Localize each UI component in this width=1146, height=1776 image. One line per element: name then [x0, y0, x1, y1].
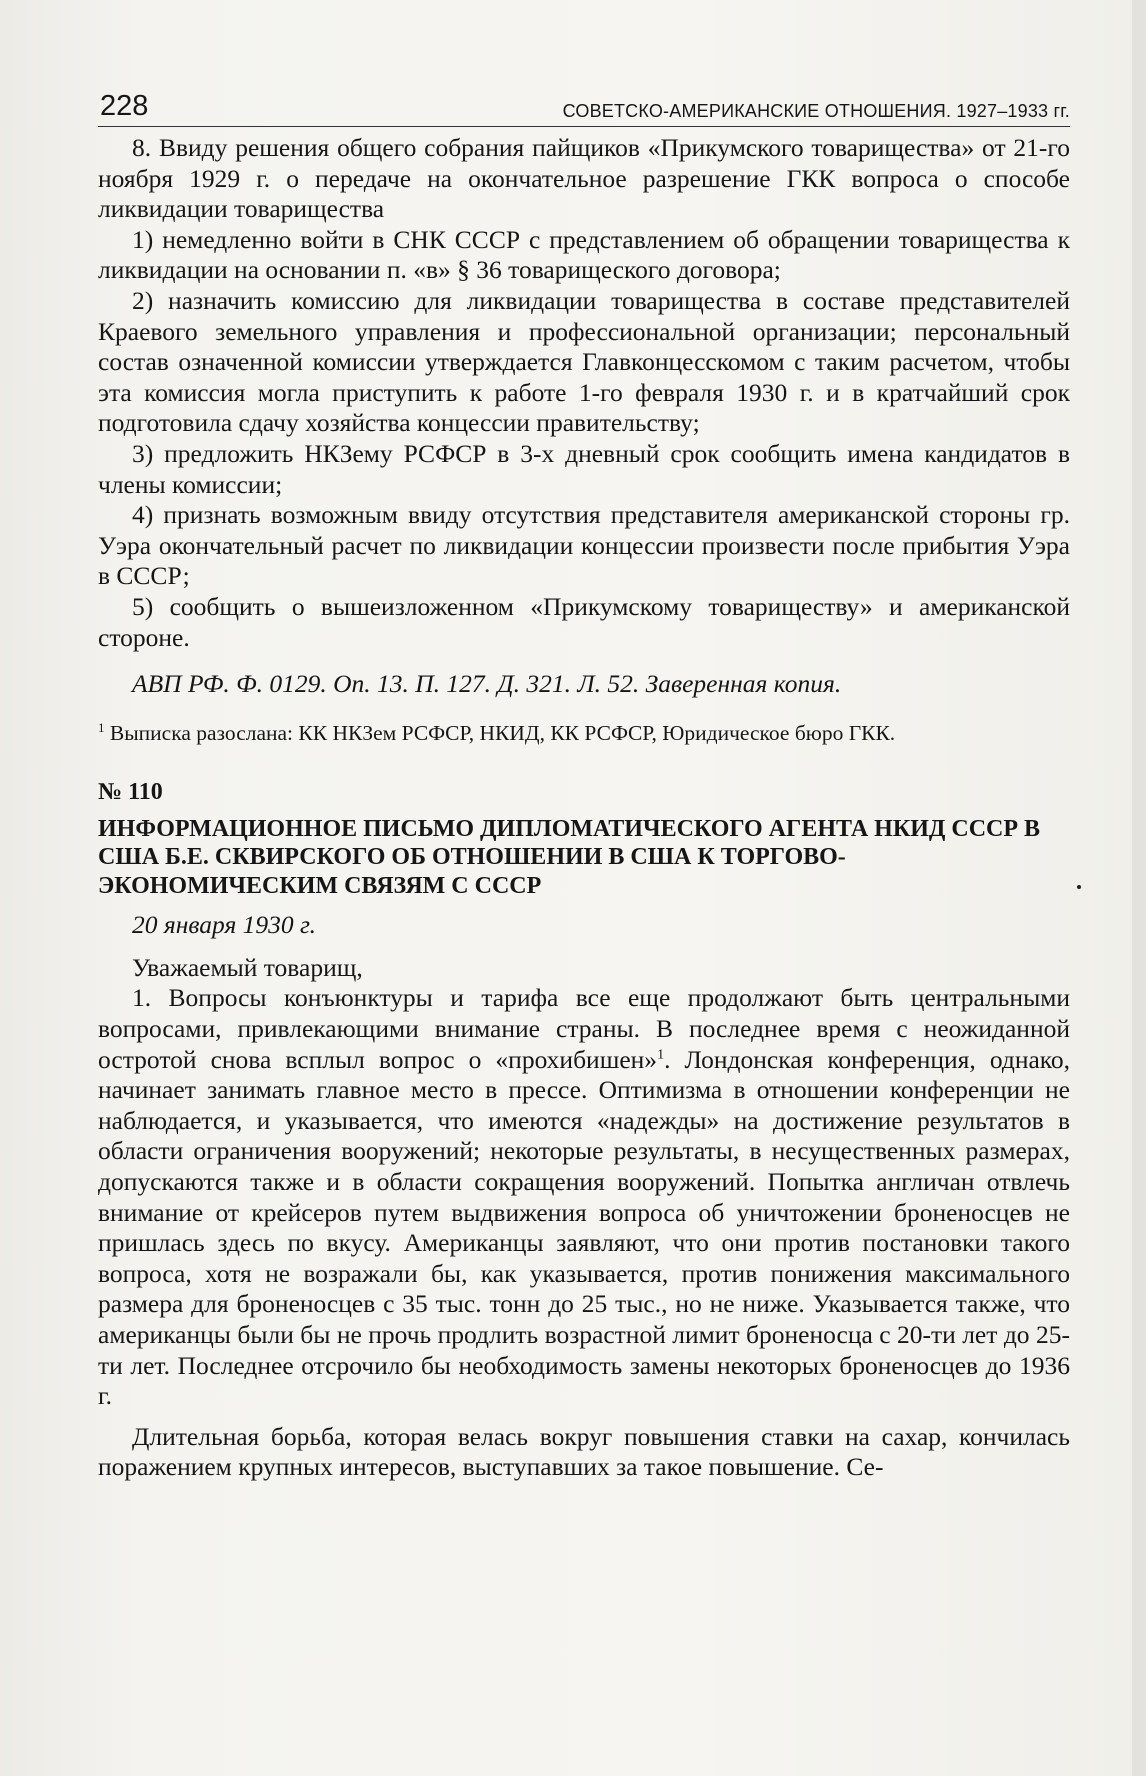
decision-item-3: 3) предложить НКЗему РСФСР в 3-х дневный срок сообщить имена кандидатов в члены комиссии; [98, 438, 1070, 499]
archive-source: АВП РФ. Ф. 0129. Оп. 13. П. 127. Д. 321. Л. 52. Заверенная копия. [132, 669, 842, 699]
page-number: 228 [100, 90, 149, 122]
document-number: № 110 [98, 778, 163, 805]
footnote-ref: 1 [657, 1047, 665, 1063]
running-title: СОВЕТСКО-АМЕРИКАНСКИЕ ОТНОШЕНИЯ. 1927–1933 гг. [562, 101, 1070, 121]
footnote [98, 720, 1070, 747]
letter-paragraph-1-rest: . Лондонская конференция, однако, начинает занимать главное место в прессе. Оптимизма в отношении конференции не наблюдается, и указывается, что имеются «надежды» на достижение результатов в области ограничения вооружений; некоторые результаты, в несущественных размерах, допускаются также и в области сокращения вооружений. Попытка англичан отвлечь внимание от крейсеров путем выдвижения вопроса об уничтожении броненосцев не пришлась здесь по вкусу. Американцы заявляют, что они против постановки такого вопроса, хотя не возражали бы, как указывается, против понижения максимального размера для броненосцев с 35 тыс. тонн до 25 тыс., но не ниже. Указывается также, что американцы были бы не прочь продлить возрастной лимит броненосца с 20-ти лет до 25-ти лет. Последнее отсрочило бы необходимость замены некоторых броненосцев до 1936 г. [98, 1044, 1071, 1411]
page-header [98, 88, 1070, 127]
decision-item-5: 5) сообщить о вышеизложенном «Прикумскому товариществу» и американской стороне. [98, 591, 1070, 652]
salutation: Уважаемый товарищ, [132, 952, 363, 982]
footnote-mark: 1 [98, 719, 105, 735]
letter-paragraph-1 [98, 983, 1070, 1411]
footnote-text: Выписка разослана: КК НКЗем РСФСР, НКИД, КК РСФСР, Юридическое бюро ГКК. [109, 720, 896, 745]
decision-item-4: 4) признать возможным ввиду отсутствия представителя американской стороны гр. Уэра окончательный расчет по ликвидации концессии произвести после прибытия Уэра в СССР; [98, 500, 1070, 591]
decision-item-2: 2) назначить комиссию для ликвидации товарищества в составе представителей Краевого земельного управления и профессиональной организации; персональный состав означенной комиссии утверждается Главконцесскомом с таким расчетом, чтобы эта комиссия могла приступить к работе 1-го февраля 1930 г. и в кратчайший срок подготовила сдачу хозяйства концессии правительству; [98, 285, 1070, 438]
decision-paragraph-8: 8. Ввиду решения общего собрания пайщиков «Прикумского товарищества» от 21-го ноября 1929 г. о передаче на окончательное разрешение ГКК вопроса о способе ликвидации товарищества [98, 133, 1070, 224]
letter-paragraph-2: Длительная борьба, которая велась вокруг повышения ставки на сахар, кончилась поражением крупных интересов, выступавших за такое повышение. Се- [98, 1421, 1070, 1482]
document-date: 20 января 1930 г. [132, 910, 317, 940]
scan-speck [1077, 885, 1081, 889]
letter-paragraph-1-start: 1. Вопросы конъюнктуры и тарифа все еще продолжают быть центральными вопросами, привлекающими внимание страны. В последнее время с неожиданной остротой снова всплыл вопрос о «прохибишен» [98, 983, 1070, 1074]
page-edge [1132, 0, 1146, 1776]
page-content [98, 88, 1070, 1483]
document-title: ИНФОРМАЦИОННОЕ ПИСЬМО ДИПЛОМАТИЧЕСКОГО АГЕНТА НКИД СССР В США Б.Е. СКВИРСКОГО ОБ ОТНОШЕНИИ В США К ТОРГОВО-ЭКОНОМИЧЕСКИМ СВЯЗЯМ С СССР [98, 815, 1041, 899]
decision-item-1: 1) немедленно войти в СНК СССР с представлением об обращении товарищества к ликвидации на основании п. «в» § 36 товарищеского договора; [98, 224, 1070, 285]
